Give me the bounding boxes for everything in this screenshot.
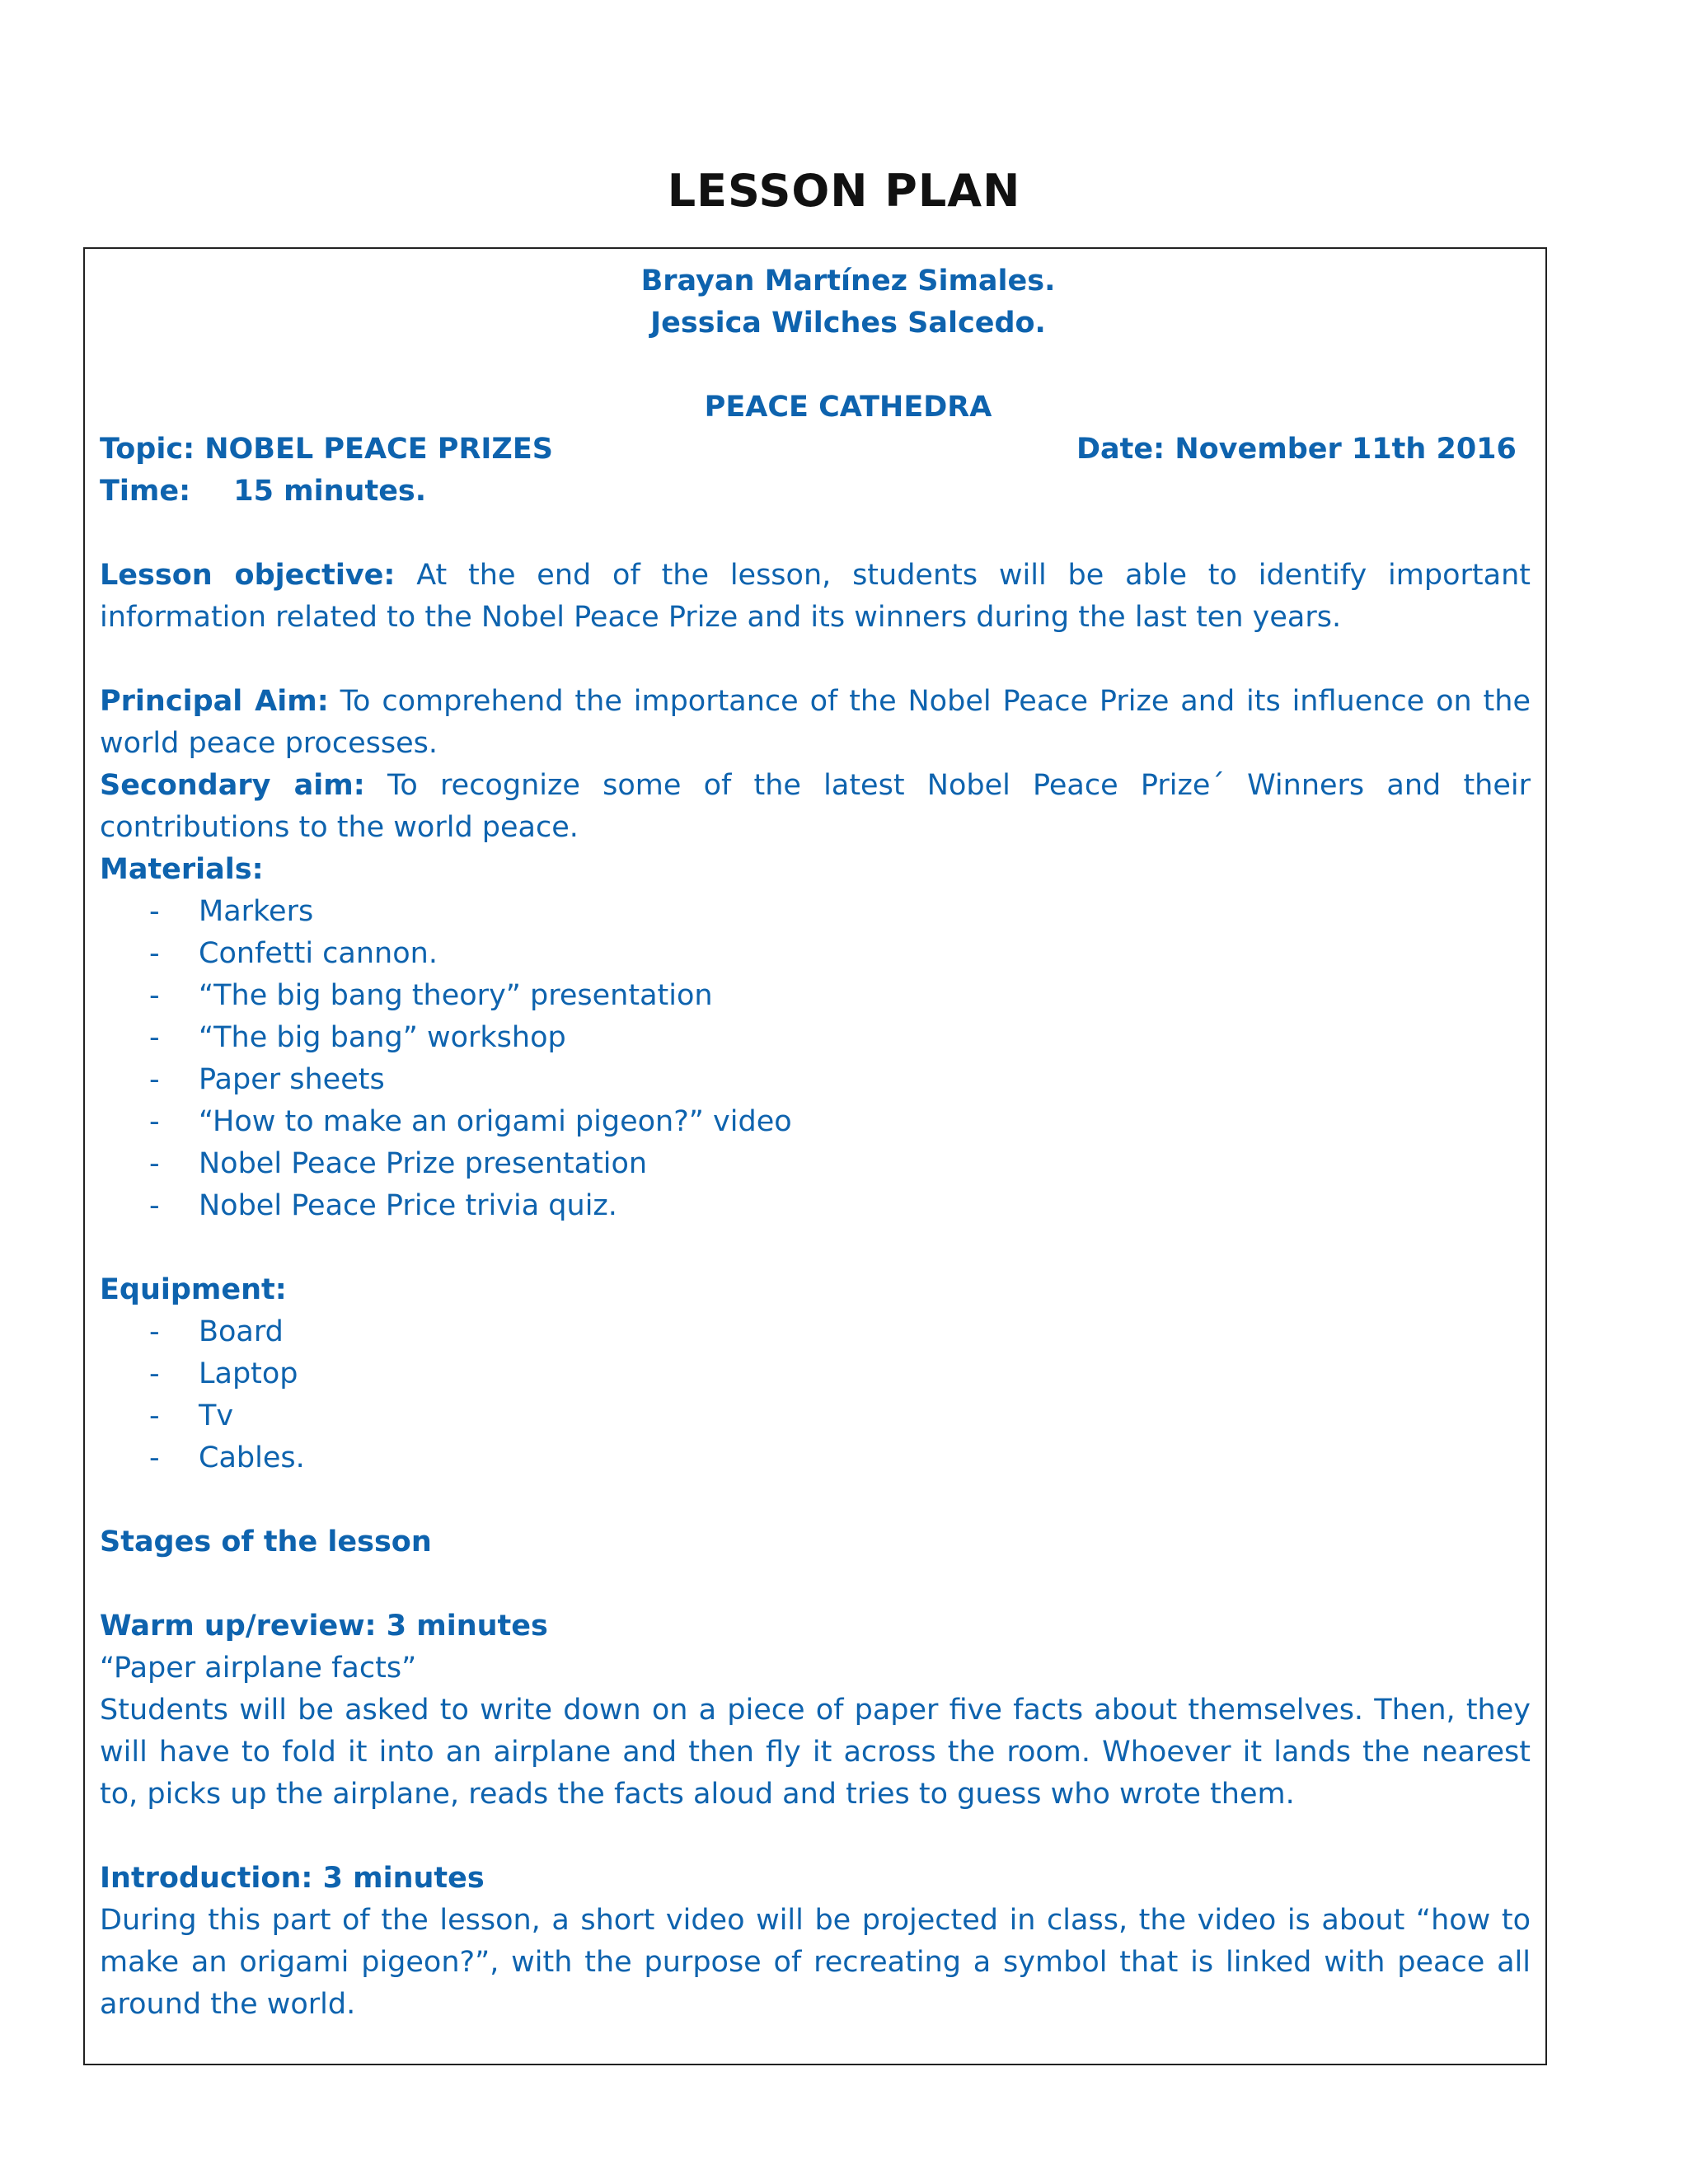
secondary-aim-label: Secondary aim:	[100, 769, 365, 802]
materials-list	[100, 891, 1531, 1227]
introduction-text: During this part of the lesson, a short video will be projected in class, the video is about “how to make an origami pigeon?”, with the purpose of recreating a symbol that is linked with peace all around the world.	[100, 1904, 1531, 2021]
list-item: - “The big bang theory” presentation	[149, 979, 713, 1012]
list-item: - Paper sheets	[149, 1063, 385, 1096]
warmup-activity: “Paper airplane facts”	[100, 1652, 417, 1685]
secondary-aim-text: To recognize some of the latest Nobel Peace Prize´ Winners and their contributions to the world peace.	[100, 769, 1531, 844]
time-value: 15 minutes.	[233, 475, 427, 508]
date-field	[1076, 429, 1517, 471]
course-title: PEACE CATHEDRA	[704, 391, 992, 424]
list-item: - “How to make an origami pigeon?” video	[149, 1105, 792, 1138]
principal-aim	[100, 681, 1531, 765]
list-item: - Board	[149, 1315, 284, 1348]
topic-label: Topic:	[100, 433, 195, 466]
author-2: Jessica Wilches Salcedo.	[650, 307, 1046, 340]
lesson-objective	[100, 555, 1531, 639]
stages-heading: Stages of the lesson	[100, 1526, 432, 1558]
author-1: Brayan Martínez Simales.	[640, 265, 1056, 298]
list-item: - Nobel Peace Price trivia quiz.	[149, 1189, 617, 1222]
warmup-label: Warm up/review:	[100, 1610, 377, 1643]
objective-label: Lesson objective:	[100, 559, 396, 592]
objective-text: At the end of the lesson, students will be able to identify important information related to the Nobel Peace Prize and its winners during the last ten years.	[100, 559, 1531, 634]
principal-aim-label: Principal Aim:	[100, 685, 329, 718]
equipment-list	[100, 1311, 1531, 1479]
date-label: Date:	[1076, 433, 1165, 466]
list-item: - Nobel Peace Prize presentation	[149, 1147, 648, 1180]
list-item: - Confetti cannon.	[149, 937, 438, 970]
list-item: - Markers	[149, 895, 314, 928]
time-label: Time:	[100, 475, 191, 508]
introduction-heading: Introduction: 3 minutes	[100, 1862, 485, 1895]
principal-aim-text: To comprehend the importance of the Nobel Peace Prize and its influence on the world peace processes.	[100, 685, 1531, 760]
list-item: - Tv	[149, 1399, 234, 1432]
date-value: November 11th 2016	[1175, 433, 1517, 466]
time-row	[100, 471, 1531, 513]
secondary-aim	[100, 765, 1531, 849]
equipment-heading: Equipment:	[100, 1273, 287, 1306]
warmup-duration: 3 minutes	[386, 1610, 548, 1643]
list-item: - “The big bang” workshop	[149, 1021, 566, 1054]
warmup-heading	[100, 1605, 1531, 1647]
page-title: LESSON PLAN	[667, 165, 1021, 217]
lesson-plan-box	[83, 247, 1547, 2065]
list-item: - Cables.	[149, 1441, 305, 1474]
warmup-text: Students will be asked to write down on a piece of paper five facts about themselves. Then, they will have to fold it into an airplane and then fly it across the room. Whoever it lands the nearest to, picks up the airplane, reads the facts aloud and tries to guess who wrote them.	[100, 1694, 1531, 1811]
topic-value: NOBEL PEACE PRIZES	[204, 433, 553, 466]
materials-heading: Materials:	[100, 853, 264, 886]
topic-date-row	[100, 429, 1531, 471]
list-item: - Laptop	[149, 1357, 298, 1390]
